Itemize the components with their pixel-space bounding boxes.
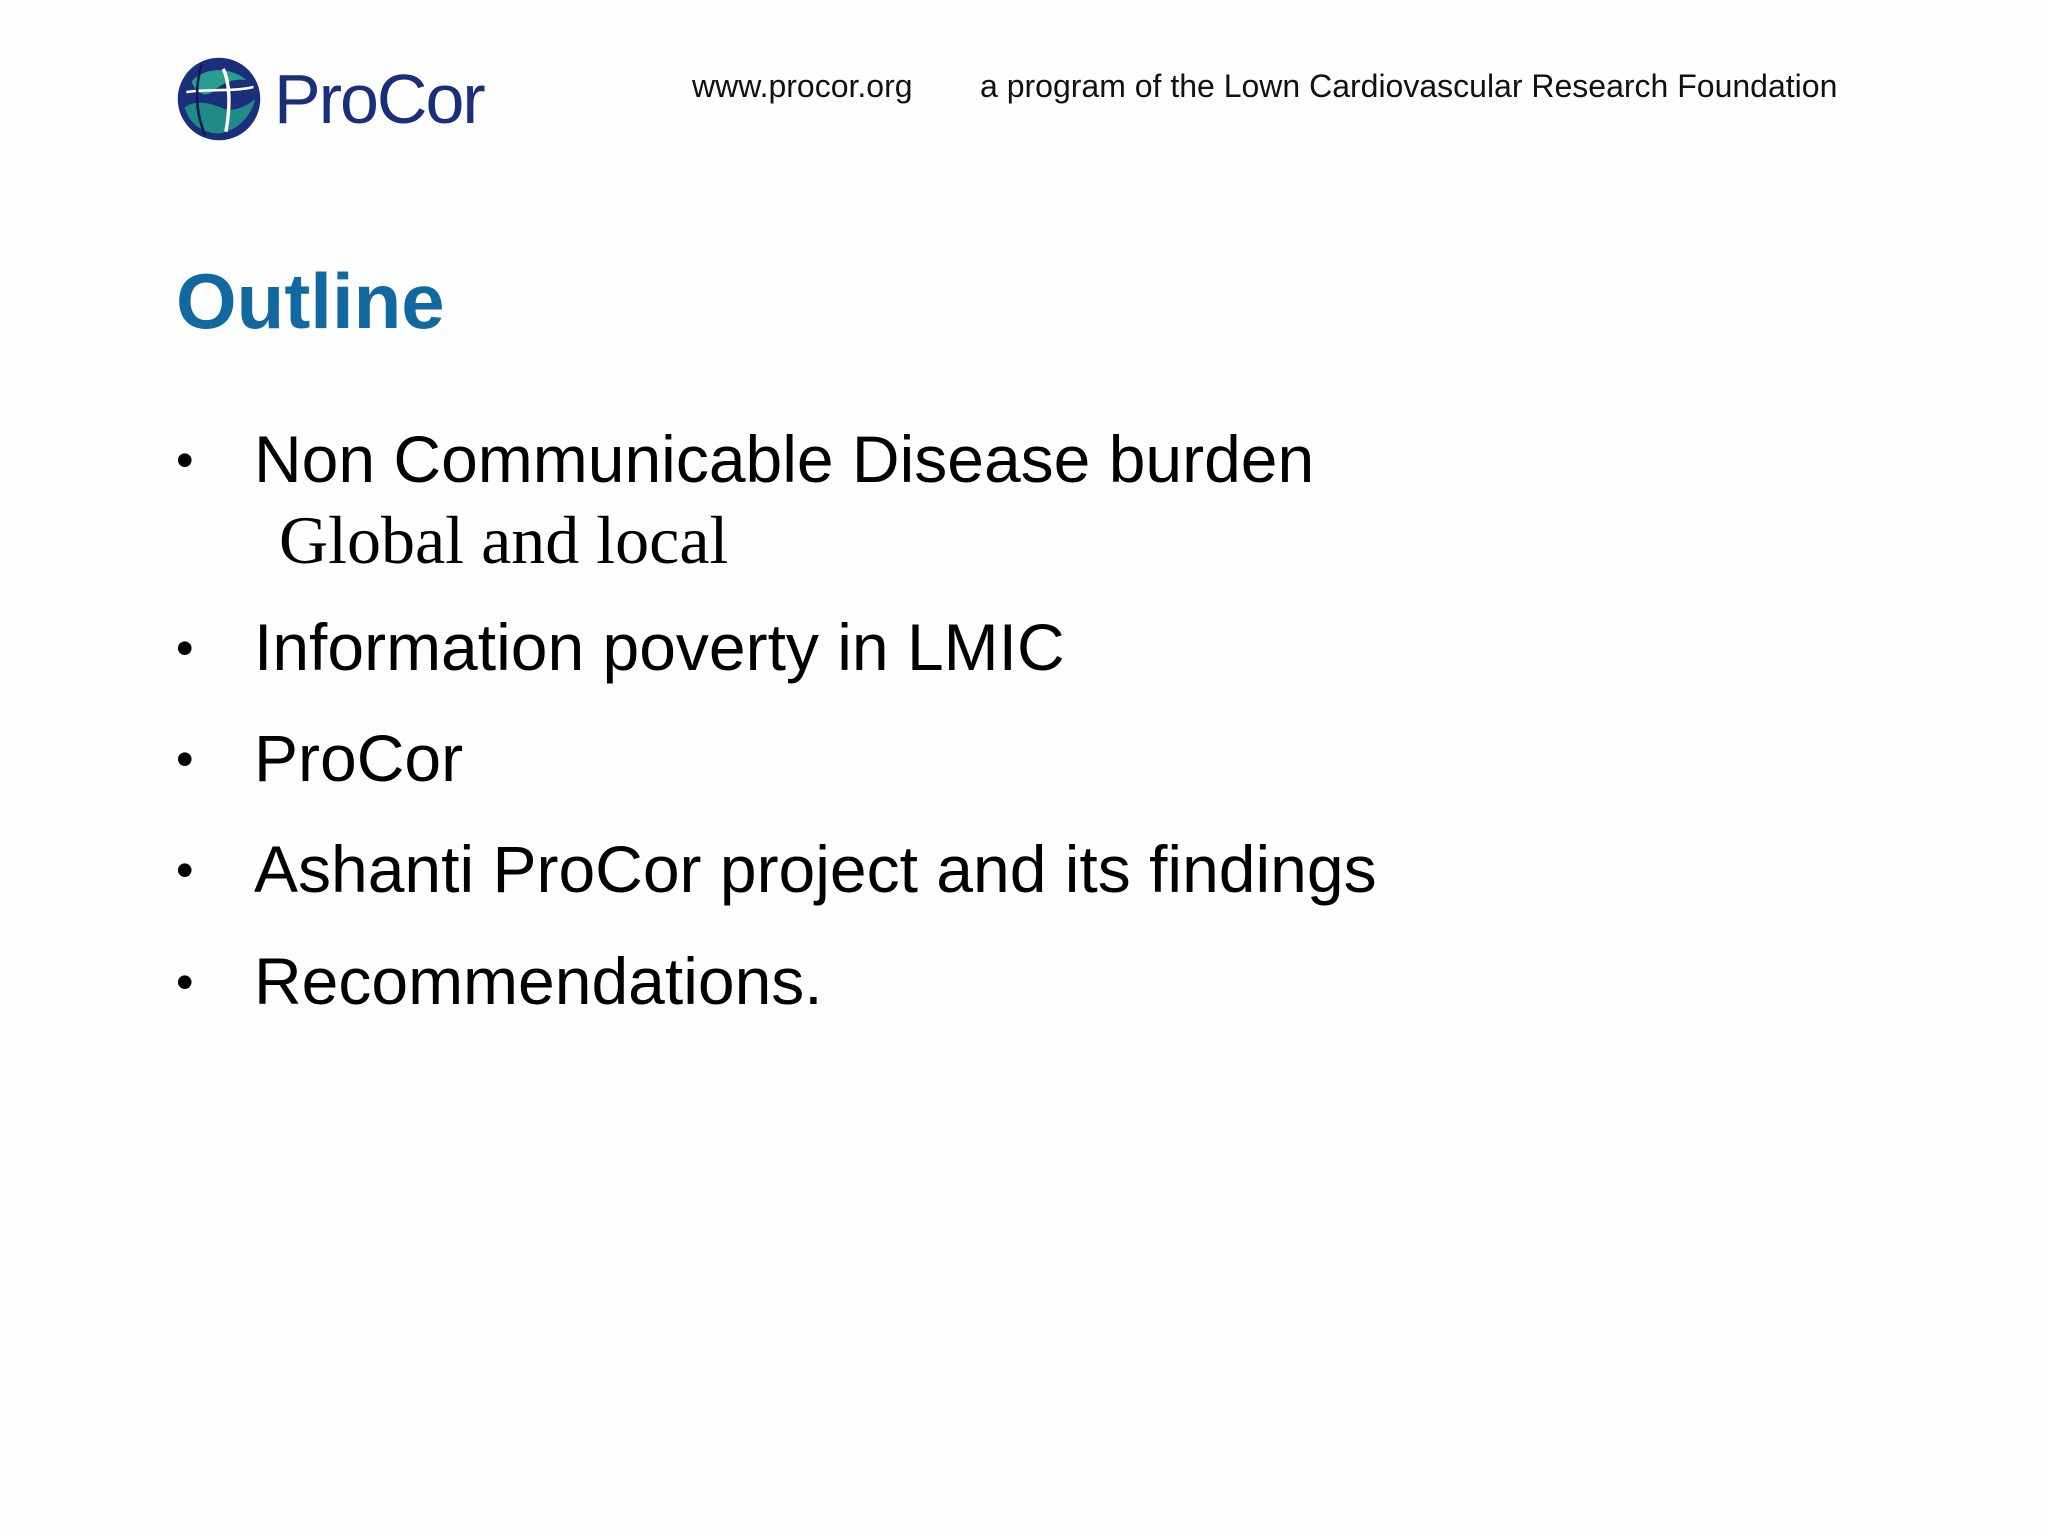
procor-logo[interactable] [176,56,484,142]
bullet-item [176,719,1377,798]
bullet-icon: • [176,432,194,488]
bullet-text: ProCor [254,721,464,796]
bullet-item [176,420,1377,499]
bullet-item [176,608,1377,687]
bullet-text: Recommendations. [254,943,823,1018]
slide-title: Outline [176,257,445,345]
bullet-list [176,420,1377,1021]
bullet-item [176,830,1377,909]
bullet-icon: • [176,619,194,676]
bullet-item [176,942,1377,1021]
sub-bullet-text: Global and local [279,502,729,579]
bullet-text: Information poverty in LMIC [254,609,1065,684]
program-tagline: a program of the Lown Cardiovascular Research Foundation [980,68,1838,104]
bullet-icon: • [176,953,194,1010]
bullet-icon: • [176,731,194,788]
bullet-text: Ashanti ProCor project and its findings [254,832,1377,907]
logo-wordmark: ProCor [274,60,484,138]
website-url[interactable]: www.procor.org [692,68,913,104]
globe-icon [176,56,262,142]
bullet-text: Non Communicable Disease burden [254,422,1315,496]
bullet-icon: • [176,842,194,899]
